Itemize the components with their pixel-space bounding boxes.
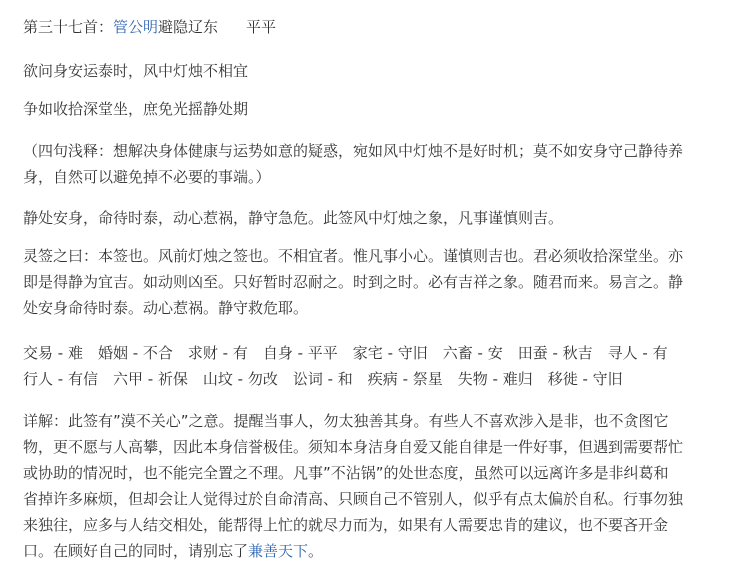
detail-line: 详解：此签有”漠不关心”之意。提醒当事人，勿太独善其身。有些人不喜欢涉入是非，也不贪图它 bbox=[23, 412, 669, 430]
explanation-line: 身，自然可以避免掉不必要的事端。） bbox=[23, 168, 271, 186]
rating-text: 平平 bbox=[246, 18, 277, 36]
fortunes-line: 行人 - 有信 六甲 - 祈保 山坟 - 勿改 讼词 - 和 疾病 - 祭星 失物 - 难归 移徙 - 守旧 bbox=[23, 370, 623, 388]
lingqian-line: 即是得静为宜吉。如动则凶至。只好暂时忍耐之。时到之时。必有吉祥之象。随君而来。易言之。静 bbox=[23, 273, 684, 291]
explanation-line: （四句浅释：想解决身体健康与运势如意的疑惑，宛如风中灯烛不是好时机；莫不如安身守己静待养 bbox=[23, 142, 684, 160]
header-prefix: 第三十七首： bbox=[23, 18, 114, 36]
detail-last-line bbox=[23, 538, 730, 564]
lingqian-line: 处安身命待时泰。动心惹祸。静守救危耶。 bbox=[23, 299, 309, 317]
header-topic: 避隐辽东 bbox=[158, 18, 219, 36]
poem-line-2: 争如收拾深堂坐，庶免光摇静处期 bbox=[23, 100, 249, 118]
poem-header bbox=[23, 14, 730, 40]
jianshan-link[interactable]: 兼善天下 bbox=[248, 542, 309, 560]
detail-last-prefix: 口。在顾好自己的同时，请别忘了 bbox=[23, 542, 249, 560]
fortunes-paragraph bbox=[23, 340, 730, 392]
explanation-paragraph bbox=[23, 138, 730, 190]
lingqian-line: 灵签之曰：本签也。风前灯烛之签也。不相宜者。惟凡事小心。谨慎则吉也。君必须收拾深堂坐。亦 bbox=[23, 247, 684, 265]
detail-line: 物，更不愿与人高攀，因此本身信誉极佳。须知本身洁身自爱又能自律是一件好事，但遇到需要帮忙 bbox=[23, 438, 684, 456]
detail-paragraph bbox=[23, 408, 730, 564]
person-link[interactable]: 管公明 bbox=[113, 18, 159, 36]
detail-line: 来独往，应多与人结交相处，能帮得上忙的就尽力而为，如果有人需要忠肯的建议，也不要吝开金 bbox=[23, 516, 669, 534]
poem-line-1: 欲问身安运泰时，风中灯烛不相宜 bbox=[23, 62, 249, 80]
detail-last-suffix: 。 bbox=[308, 542, 324, 560]
detail-line: 省掉许多麻烦，但却会让人觉得过於自命清高、只顾自己不管别人，似乎有点太偏於自私。行事勿独 bbox=[23, 490, 684, 508]
lingqian-paragraph bbox=[23, 243, 730, 321]
summary-paragraph: 静处安身，命待时泰，动心惹祸，静守急危。此签风中灯烛之象，凡事谨慎则吉。 bbox=[23, 209, 564, 227]
detail-line: 或协助的情况时，也不能完全置之不理。凡事”不沾锅”的处世态度，虽然可以远离许多是非纠葛和 bbox=[23, 464, 669, 482]
fortunes-line: 交易 - 难 婚姻 - 不合 求财 - 有 自身 - 平平 家宅 - 守旧 六畜 - 安 田蚕 - 秋吉 寻人 - 有 bbox=[23, 344, 668, 362]
